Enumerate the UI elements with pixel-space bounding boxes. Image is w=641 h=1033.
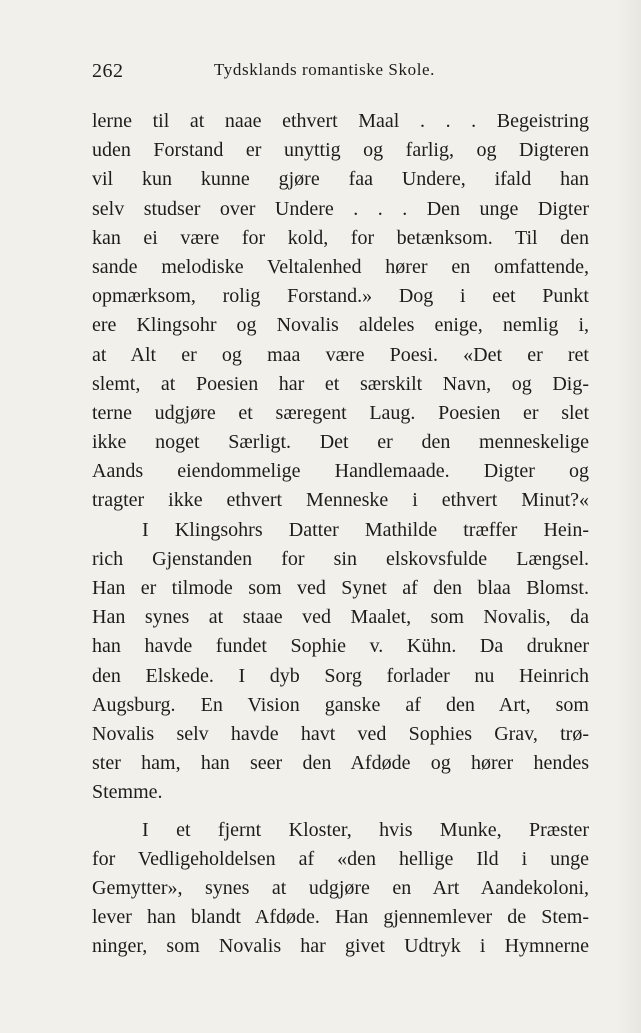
text-line: Gemytter», synes at udgjøre en Art Aandekoloni,: [92, 876, 589, 899]
text-line: Augsburg. En Vision ganske af den Art, som: [92, 693, 589, 716]
text-line: kan ei være for kold, for betænksom. Til den: [92, 226, 589, 249]
text-line: ster ham, han seer den Afdøde og hører hendes: [92, 752, 589, 775]
text-line: han havde fundet Sophie v. Kühn. Da drukner: [92, 635, 589, 658]
text-line: ikke noget Særligt. Det er den menneskelige: [92, 431, 589, 454]
text-line: at Alt er og maa være Poesi. «Det er ret: [92, 343, 589, 366]
running-title: Tydsklands romantiske Skole.: [214, 60, 436, 79]
text-line: I et fjernt Kloster, hvis Munke, Præster: [142, 818, 589, 841]
text-line: ninger, som Novalis har givet Udtryk i Hymnerne: [92, 935, 589, 958]
text-line: lever han blandt Afdøde. Han gjennemlever de Stem-: [92, 906, 589, 929]
text-line: terne udgjøre et særegent Laug. Poesien er slet: [92, 401, 589, 424]
text-line: Stemme.: [92, 781, 163, 804]
text-line: I Klingsohrs Datter Mathilde træffer Hein-: [142, 518, 589, 541]
text-line: selv studser over Undere . . . Den unge Digter: [92, 197, 589, 220]
text-line: sande melodiske Veltalenhed hører en omfattende,: [92, 255, 589, 278]
text-line: uden Forstand er unyttig og farlig, og Digteren: [92, 139, 589, 162]
text-line: Han synes at staae ved Maalet, som Novalis, da: [92, 606, 589, 629]
text-line: den Elskede. I dyb Sorg forlader nu Heinrich: [92, 664, 589, 687]
text-line: Novalis selv havde havt ved Sophies Grav, trø-: [92, 722, 589, 745]
text-line: Han er tilmode som ved Synet af den blaa Blomst.: [92, 577, 589, 599]
text-line: tragter ikke ethvert Menneske i ethvert Minut?«: [92, 489, 589, 512]
text-line: for Vedligeholdelsen af «den hellige Ild i unge: [92, 847, 589, 870]
text-line: Aands eiendommelige Handlemaade. Digter og: [92, 460, 589, 483]
body-text: [92, 107, 589, 961]
text-line: lerne til at naae ethvert Maal . . . Begeistring: [92, 110, 589, 132]
running-head: [92, 58, 589, 88]
text-line: ere Klingsohr og Novalis aldeles enige, nemlig i,: [92, 314, 589, 337]
text-line: vil kun kunne gjøre faa Undere, ifald han: [92, 168, 589, 191]
text-line: opmærksom, rolig Forstand.» Dog i eet Punkt: [92, 285, 589, 308]
text-line: slemt, at Poesien har et særskilt Navn, og Dig-: [92, 372, 589, 395]
text-line: rich Gjenstanden for sin elskovsfulde Længsel.: [92, 547, 589, 570]
page-number: 262: [92, 60, 124, 82]
